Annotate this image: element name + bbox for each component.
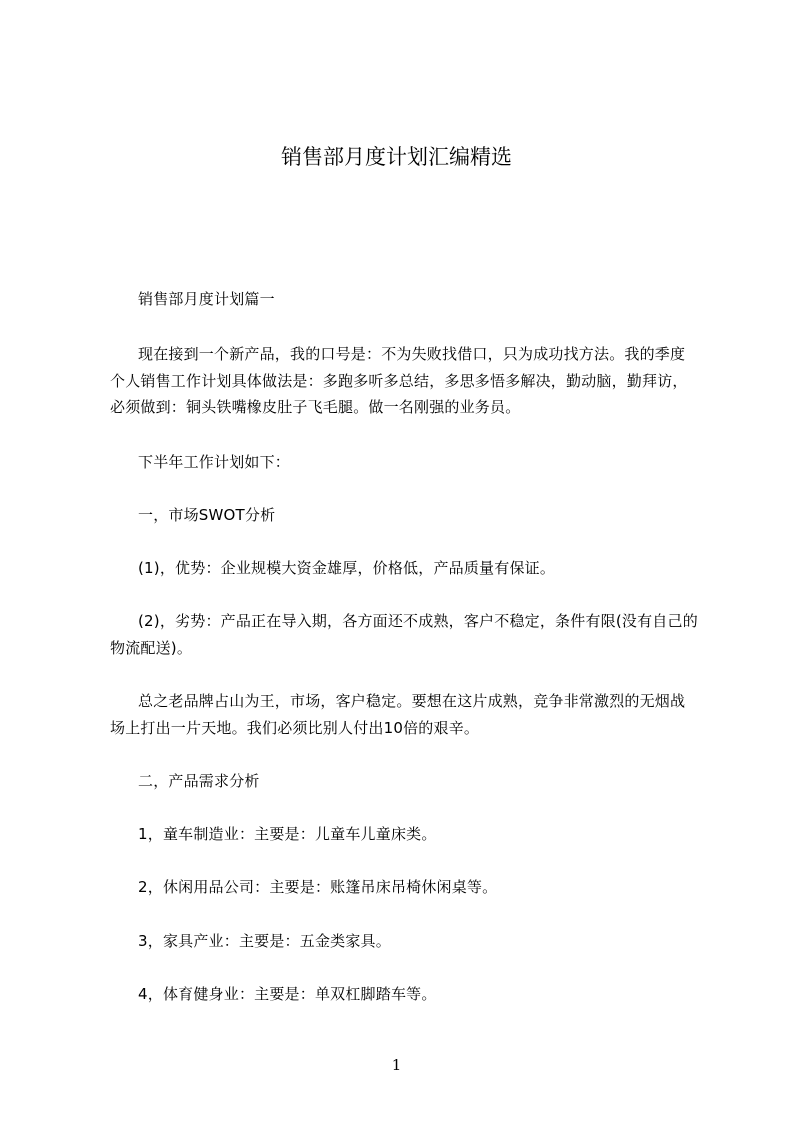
paragraph: 现在接到一个新产品，我的口号是：不为失败找借口，只为成功找方法。我的季度个人销售工作计划具体做法是：多跑多听多总结，多思多悟多解决，勤动脑，勤拜访，必须做到：铜头铁嘴橡皮肚子飞毛腿。做一名刚强的业务员。 xyxy=(110,345,688,416)
document-title: 销售部月度计划汇编精选 xyxy=(281,145,512,169)
section-heading: 二，产品需求分析 xyxy=(138,772,260,790)
section-heading: 销售部月度计划篇一 xyxy=(138,290,275,308)
section-heading: 一，市场SWOT分析 xyxy=(138,506,276,524)
list-item: 4，体育健身业：主要是：单双杠脚踏车等。 xyxy=(138,985,437,1003)
paragraph: 总之老品牌占山为王，市场，客户稳定。要想在这片成熟，竞争非常激烈的无烟战场上打出一片天地。我们必须比别人付出10倍的艰辛。 xyxy=(110,692,686,737)
page-number: 1 xyxy=(391,1056,402,1074)
list-item: 3，家具产业：主要是：五金类家具。 xyxy=(138,932,391,950)
list-item: 1，童车制造业：主要是：儿童车儿童床类。 xyxy=(138,825,437,843)
paragraph: 下半年工作计划如下： xyxy=(138,453,291,471)
paragraph: (2)，劣势：产品正在导入期，各方面还不成熟，客户不稳定，条件有限(没有自己的物流配送)。 xyxy=(110,612,698,657)
paragraph: (1)，优势：企业规模大资金雄厚，价格低，产品质量有保证。 xyxy=(138,559,556,577)
list-item: 2，休闲用品公司：主要是：账篷吊床吊椅休闲桌等。 xyxy=(138,878,498,896)
